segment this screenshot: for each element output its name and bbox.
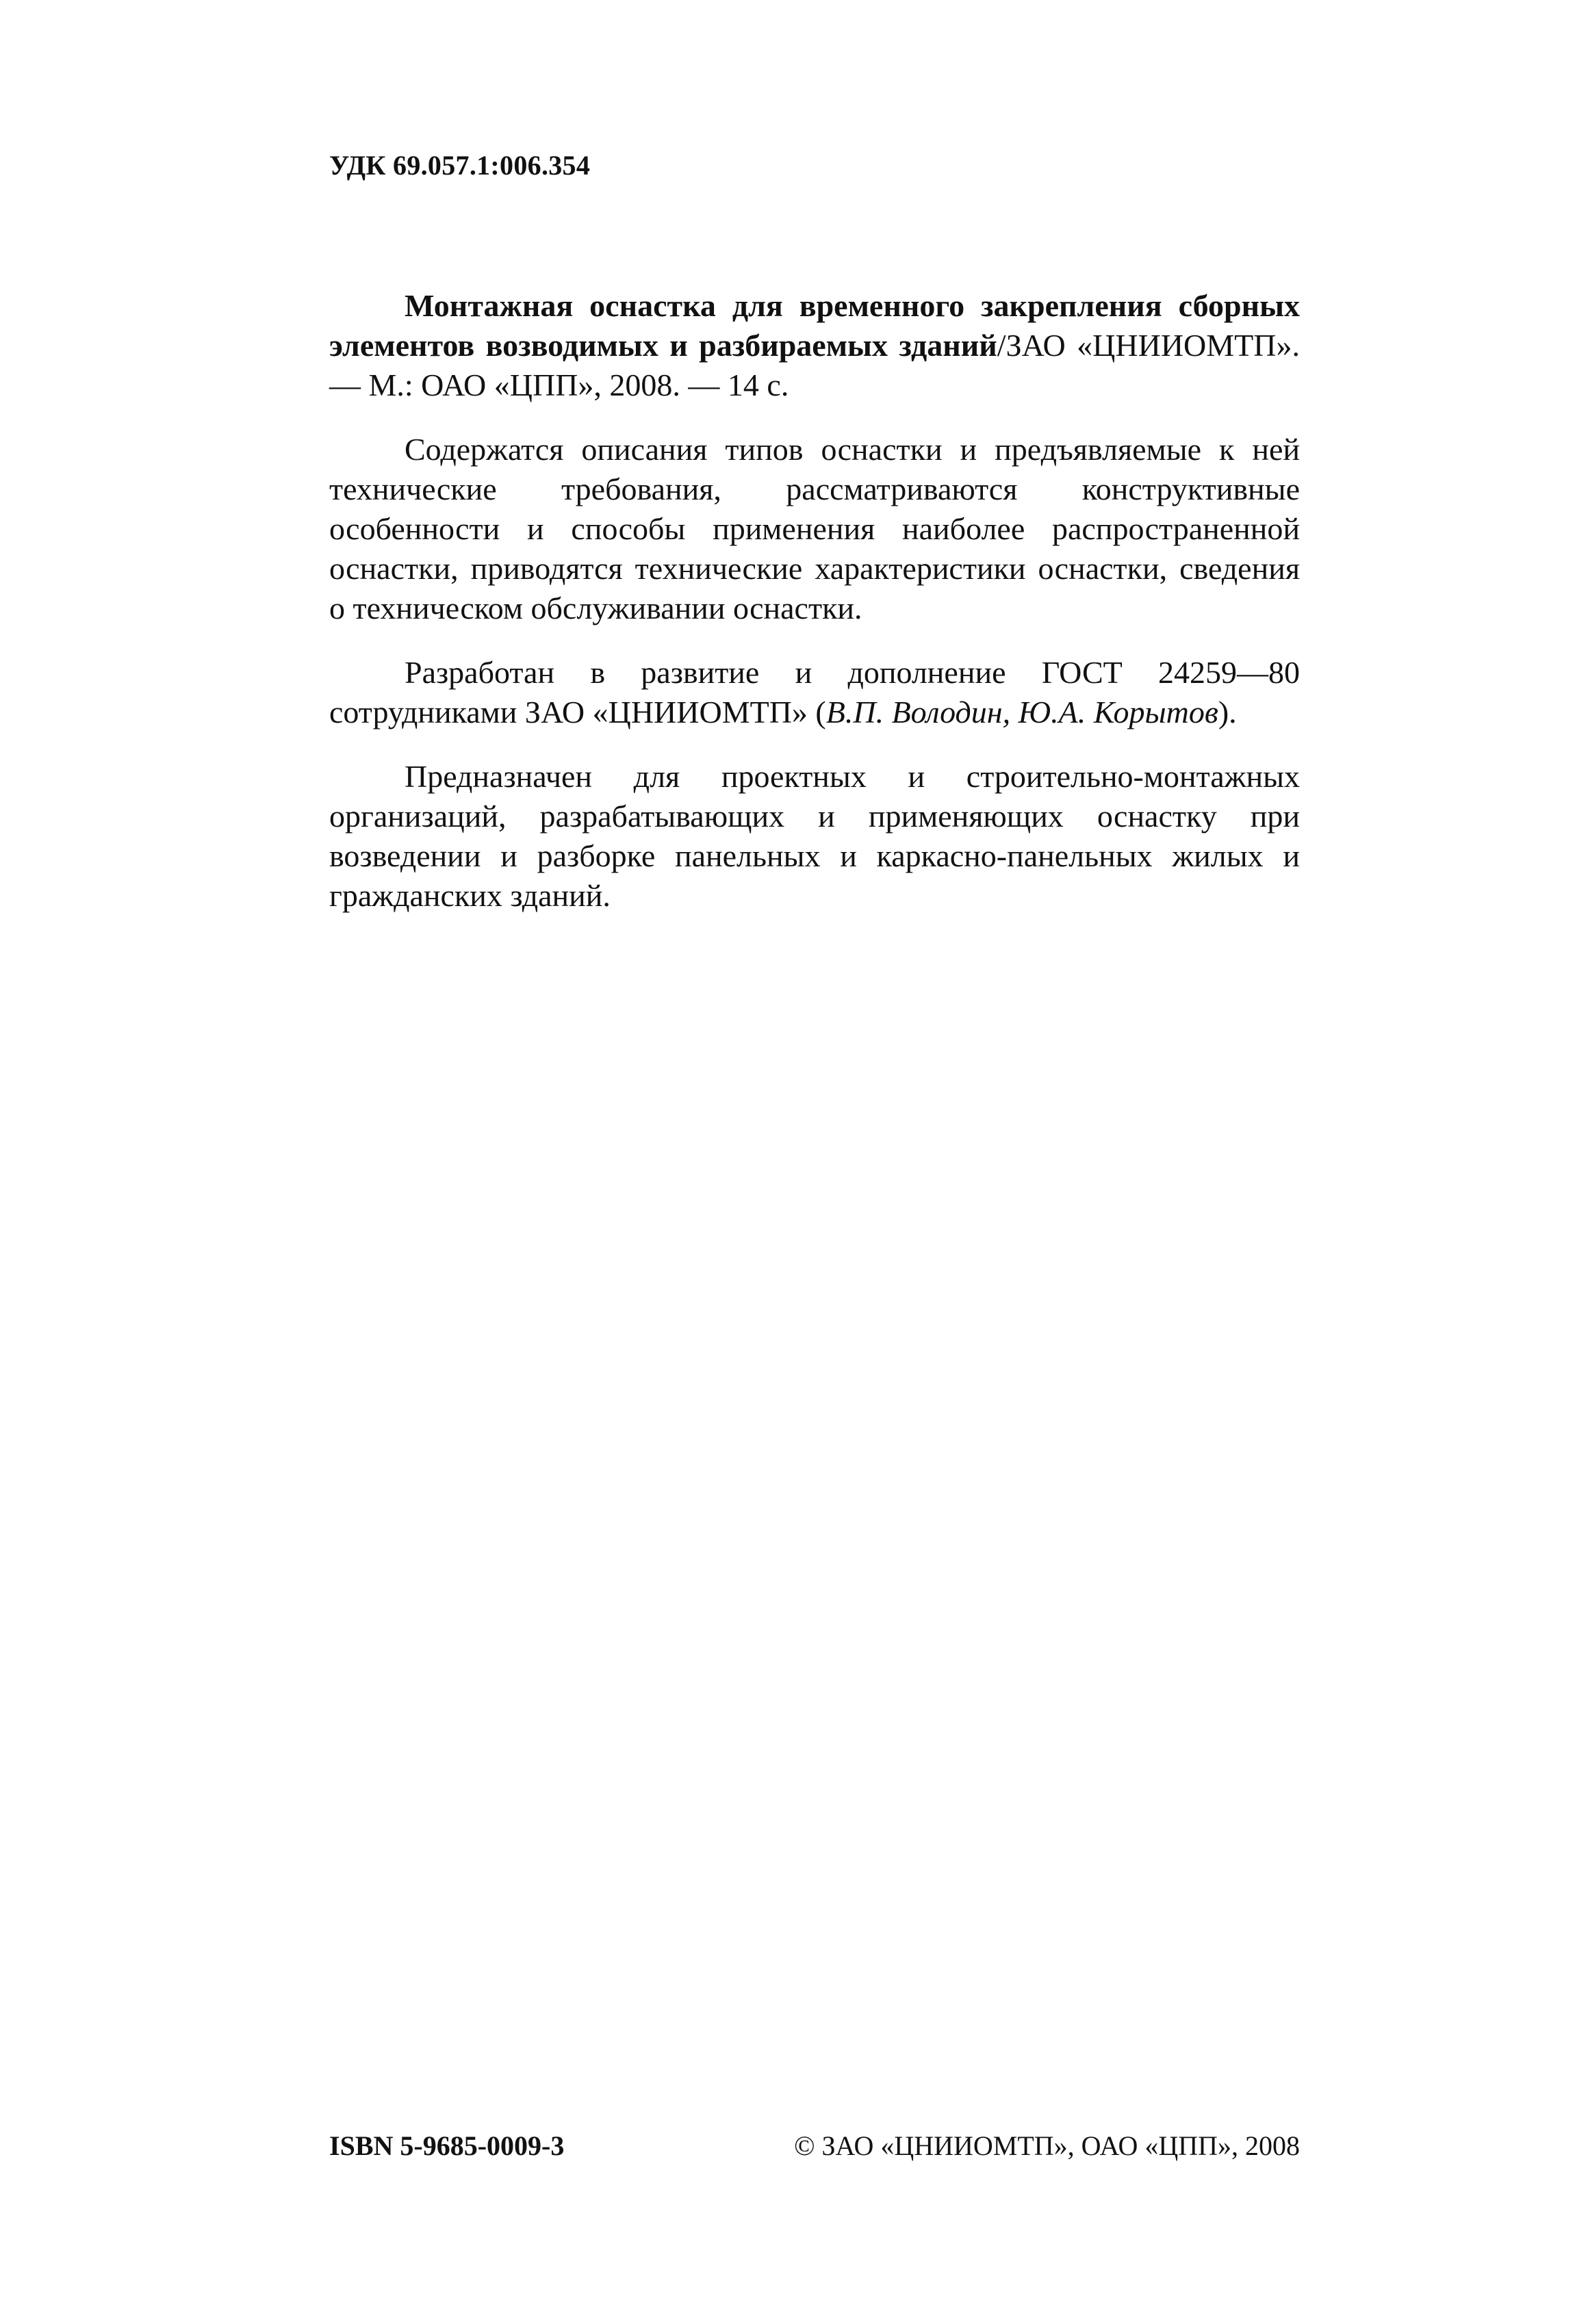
publication-title: Монтажная оснастка для временного закрепления сборных элементов возводимых и разбираемых зданий: [329, 288, 1300, 363]
abstract-paragraph: Содержатся описания типов оснастки и предъявляемые к ней технические требования, рассматриваются конструктивные особенности и способы применения наиболее распространенной оснастки, приводятся технические характеристики оснастки, сведения о техническом обслуживании оснастки.: [329, 432, 1300, 625]
development-text: Разработан в развитие и дополнение ГОСТ 24259—80 сотрудниками ЗАО «ЦНИИОМТП» (: [329, 655, 1300, 730]
authors-names: В.П. Володин, Ю.А. Корытов: [825, 695, 1218, 730]
udc-code: УДК 69.057.1:006.354: [329, 150, 591, 181]
isbn-number: ISBN 5-9685-0009-3: [329, 2130, 565, 2161]
page-footer: [329, 2130, 1300, 2164]
bibliographic-entry: [329, 286, 1300, 405]
copyright-notice: © ЗАО «ЦНИИОМТП», ОАО «ЦПП», 2008: [794, 2130, 1300, 2161]
publication-details: /ЗАО «ЦНИИОМТП». — М.: ОАО «ЦПП», 2008. — 14 с.: [329, 328, 1300, 402]
purpose-paragraph: Предназначен для проектных и строительно-монтажных организаций, разрабатывающих и применяющих оснастку при возведении и разборке панельных и каркасно-панельных жилых и гражданских зданий.: [329, 759, 1300, 913]
development-closing: ).: [1218, 695, 1237, 730]
development-paragraph: [329, 653, 1300, 732]
document-body: [329, 286, 1300, 940]
